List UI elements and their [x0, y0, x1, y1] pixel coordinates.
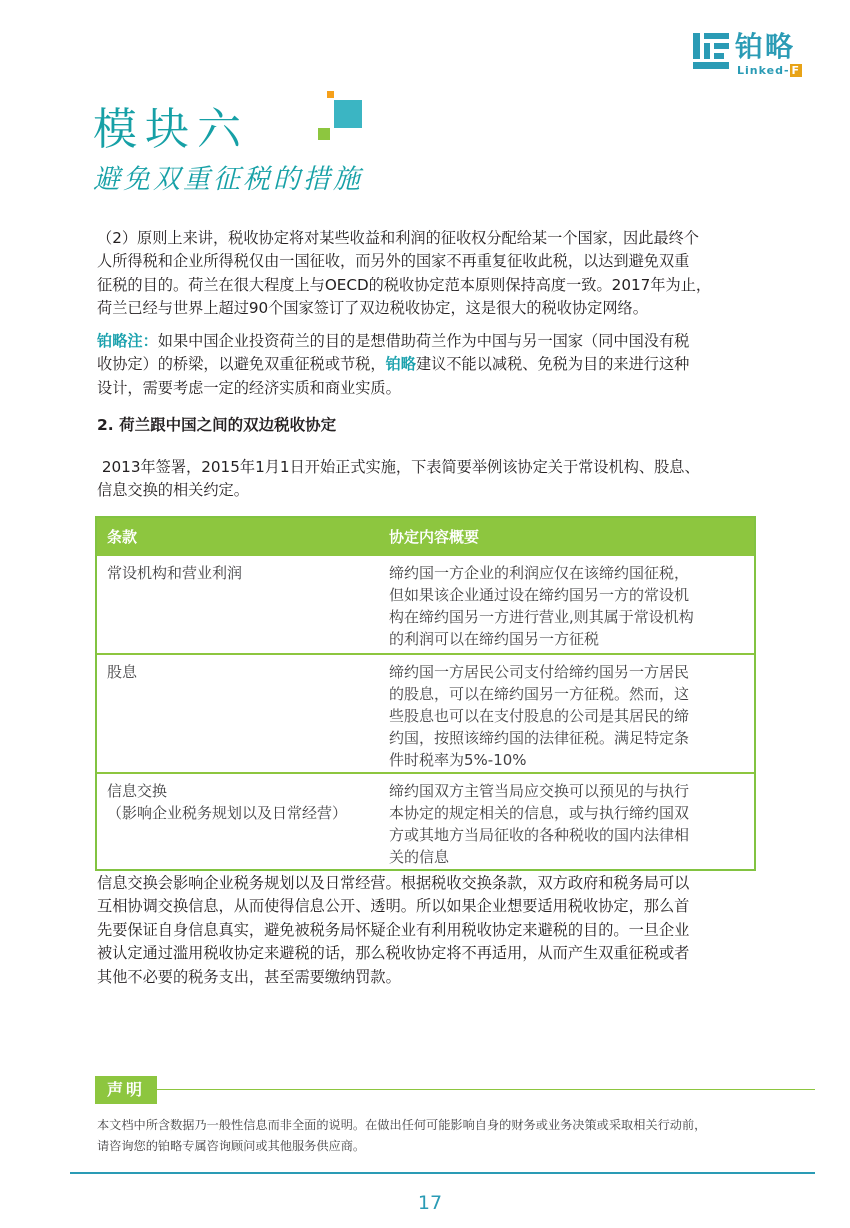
- summary-line: 方或其地方当局征收的各种税收的国内法律相: [389, 826, 690, 844]
- paragraph-information-exchange: [97, 872, 769, 989]
- logo-mark-icon: [693, 33, 729, 69]
- disclaimer-text: [97, 1115, 797, 1157]
- paragraph-line: 其他不必要的税务支出，甚至需要缴纳罚款。: [97, 967, 401, 986]
- header-clause: 条款: [107, 527, 138, 546]
- paragraph-line: 先要保证自身信息真实，避免被税务局怀疑企业有利用税收协定来避税的目的。一旦企业: [97, 920, 690, 939]
- summary-line: 缔约国一方企业的利润应仅在该缔约国征税，: [389, 564, 690, 582]
- clause-cell: [97, 774, 379, 869]
- paragraph-principle: [97, 227, 769, 321]
- summary-line: 缔约国一方居民公司支付给缔约国另一方居民: [389, 663, 690, 681]
- logo-text-cn: 铂略: [735, 30, 796, 63]
- intro-paragraph: [97, 456, 769, 503]
- disclaimer-line: 请咨询您的铂略专属咨询顾问或其他服务供应商。: [97, 1139, 366, 1153]
- paragraph-line: （2）原则上来讲，税收协定将对某些收益和利润的征收权分配给某一个国家，因此最终个: [97, 229, 699, 247]
- disclaimer-line: 本文档中所含数据乃一般性信息而非全面的说明。在做出任何可能影响自身的财务或业务决策或采取相关行动前，: [97, 1118, 707, 1132]
- clause-text: 常设机构和营业利润: [107, 564, 243, 582]
- summary-line: 件时税率为5%-10%: [389, 751, 527, 769]
- paragraph-line: 2013年签署，2015年1月1日开始正式实施，下表简要举例该协定关于常设机构、股息、: [97, 458, 700, 476]
- section-heading: 2. 荷兰跟中国之间的双边税收协定: [97, 416, 337, 434]
- clause-text: 信息交换: [107, 782, 168, 800]
- summary-cell: [379, 556, 754, 653]
- paragraph-line: 信息交换的相关约定。: [97, 481, 249, 500]
- note-brand-highlight: 铂略: [385, 355, 416, 374]
- decor-square-green: [318, 128, 330, 140]
- summary-line: 的股息，可以在缔约国另一方征税。然而，这: [389, 685, 690, 703]
- disclaimer-rule: [95, 1089, 815, 1090]
- table-row: [97, 554, 754, 653]
- summary-line: 缔约国双方主管当局应交换可以预见的与执行: [389, 782, 690, 800]
- summary-cell: [379, 655, 754, 772]
- summary-line: 约国，按照该缔约国的法律征税。满足特定条: [389, 729, 690, 747]
- note-line: 设计，需要考虑一定的经济实质和商业实质。: [97, 378, 401, 397]
- note-text: 如果中国企业投资荷兰的目的是想借助荷兰作为中国与另一国家（同中国没有税: [157, 332, 690, 350]
- clause-text: （影响企业税务规划以及日常经营）: [107, 804, 348, 822]
- page-number: 17: [417, 1192, 443, 1214]
- decor-square-teal: [334, 100, 362, 128]
- brand-logo: [693, 30, 813, 78]
- table-header: [97, 518, 754, 554]
- decor-square-orange: [327, 91, 334, 98]
- note-text: 建议不能以减税、免税为目的来进行这种: [415, 355, 690, 374]
- note-line: [97, 330, 769, 353]
- table-row: [97, 772, 754, 869]
- paragraph-line: 被认定通过滥用税收协定来避税的话，那么税收协定将不再适用，从而产生双重征税或者: [97, 944, 690, 963]
- table-row: [97, 653, 754, 772]
- summary-line: 但如果该企业通过设在缔约国另一方的常设机: [389, 586, 690, 604]
- note-text: 收协定）的桥梁，以避免双重征税或节税，: [97, 355, 386, 374]
- treaty-table: [95, 516, 756, 871]
- linked-f-note: [97, 330, 769, 400]
- clause-cell: [97, 655, 379, 772]
- paragraph-line: 荷兰已经与世界上超过90个国家签订了双边税收协定，这是很大的税收协定网络。: [97, 299, 648, 318]
- logo-text-en-main: Linked-: [737, 64, 790, 77]
- paragraph-line: 人所得税和企业所得税仅由一国征收，而另外的国家不再重复征收此税，以达到避免双重: [97, 252, 690, 271]
- disclaimer-title: 声明: [95, 1076, 157, 1104]
- clause-text: 股息: [107, 663, 138, 681]
- module-title: 模块六: [93, 104, 249, 155]
- summary-line: 关的信息: [389, 848, 450, 866]
- summary-line: 本协定的规定相关的信息，或与执行缔约国双: [389, 804, 690, 822]
- clause-cell: [97, 556, 379, 653]
- summary-line: 些股息也可以在支付股息的公司是其居民的缔: [389, 707, 690, 725]
- header-summary: 协定内容概要: [389, 527, 480, 546]
- note-line: [97, 353, 769, 376]
- logo-text-en: [737, 64, 802, 77]
- logo-text-en-badge: F: [791, 64, 801, 77]
- summary-line: 构在缔约国另一方进行营业,则其属于常设机构: [389, 608, 694, 626]
- paragraph-line: 信息交换会影响企业税务规划以及日常经营。根据税收交换条款，双方政府和税务局可以: [97, 874, 690, 892]
- paragraph-line: 征税的目的。荷兰在很大程度上与OECD的税收协定范本原则保持高度一致。2017年为止，: [97, 275, 712, 294]
- module-subtitle: 避免双重征税的措施: [93, 164, 363, 195]
- summary-line: 的利润可以在缔约国另一方征税: [389, 630, 600, 648]
- summary-cell: [379, 774, 754, 869]
- note-label: 铂略注：: [97, 332, 158, 350]
- footer-rule: [70, 1172, 815, 1174]
- paragraph-line: 互相协调交换信息，从而使得信息公开、透明。所以如果企业想要适用税收协定，那么首: [97, 897, 690, 916]
